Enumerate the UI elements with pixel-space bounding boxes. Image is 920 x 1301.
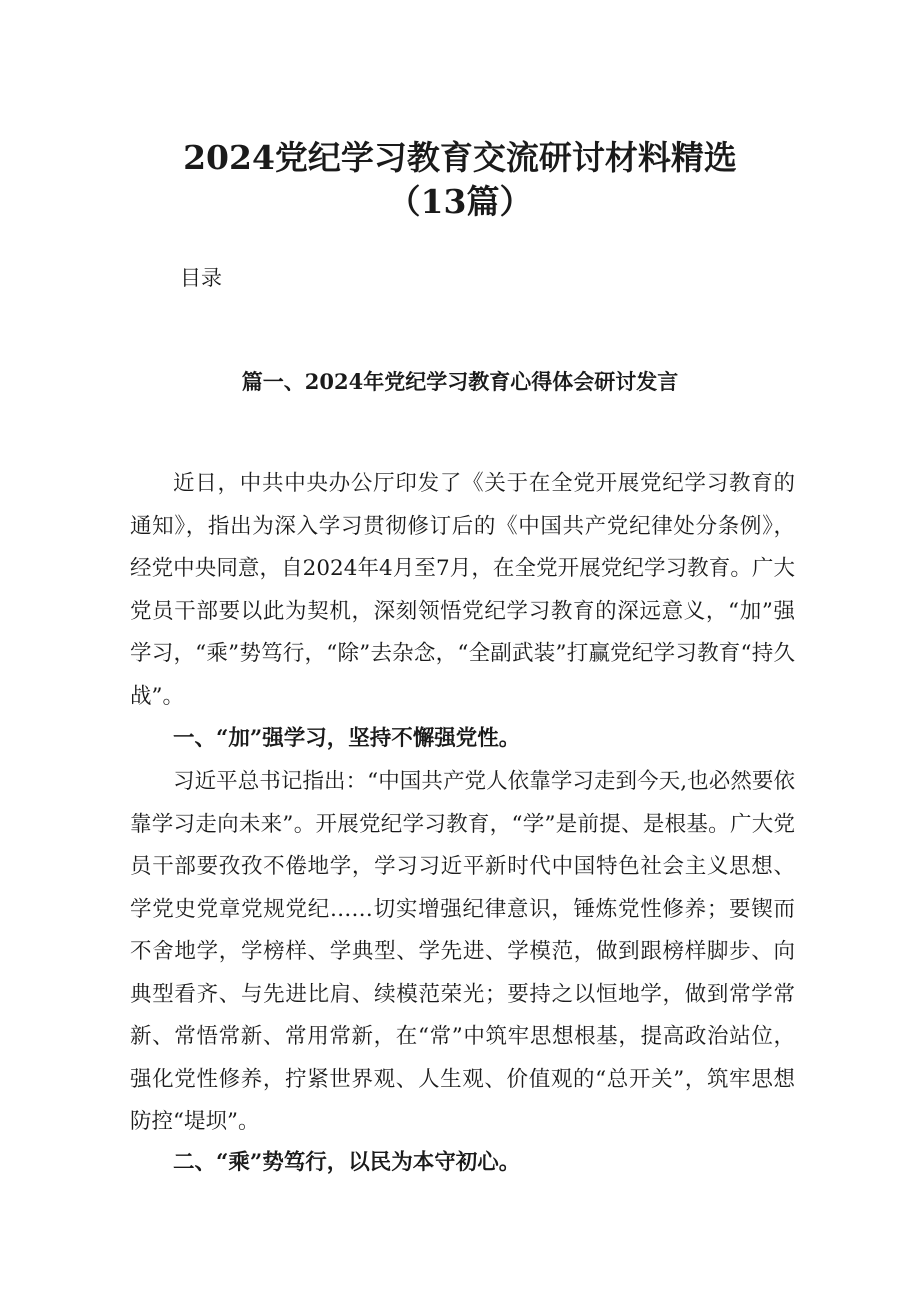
section-heading-2: 二、“乘”势笃行，以民为本守初心。	[173, 1150, 521, 1175]
section-heading-1: 一、“加”强学习，坚持不懈强党性。	[173, 726, 521, 751]
paragraph-intro: 近日，中共中央办公厅印发了《关于在全党开展党纪学习教育的通知》，指出为深入学习贯彻修订后的《中国共产党纪律处分条例》，经党中央同意，自2024年4月至7月，在全党开展党纪学习教育。广大党员干部要以此为契机，深刻领悟党纪学习教育的深远意义，“加”强学习，“乘”势笃行，“除”去杂念，“全副武装”打赢党纪学习教育“持久战”。	[130, 471, 795, 709]
toc-label: 目录	[180, 266, 222, 290]
document-title: 2024党纪学习教育交流研讨材料精选（13篇）	[183, 138, 737, 221]
chapter-title: 篇一、2024年党纪学习教育心得体会研讨发言	[241, 369, 679, 394]
paragraph-section-1: 习近平总书记指出：“中国共产党人依靠学习走到今天,也必然要依靠学习走向未来”。开展党纪学习教育，“学”是前提、是根基。广大党员干部要孜孜不倦地学，学习习近平新时代中国特色社会主义思想、学党史党章党规党纪……切实增强纪律意识，锤炼党性修养；要锲而不舍地学，学榜样、学典型、学先进、学模范，做到跟榜样脚步、向典型看齐、与先进比肩、续模范荣光；要持之以恒地学，做到常学常新、常悟常新、常用常新，在“常”中筑牢思想根基，提高政治站位，强化党性修养，拧紧世界观、人生观、价值观的“总开关”，筑牢思想防控“堤坝”。	[130, 769, 795, 1134]
